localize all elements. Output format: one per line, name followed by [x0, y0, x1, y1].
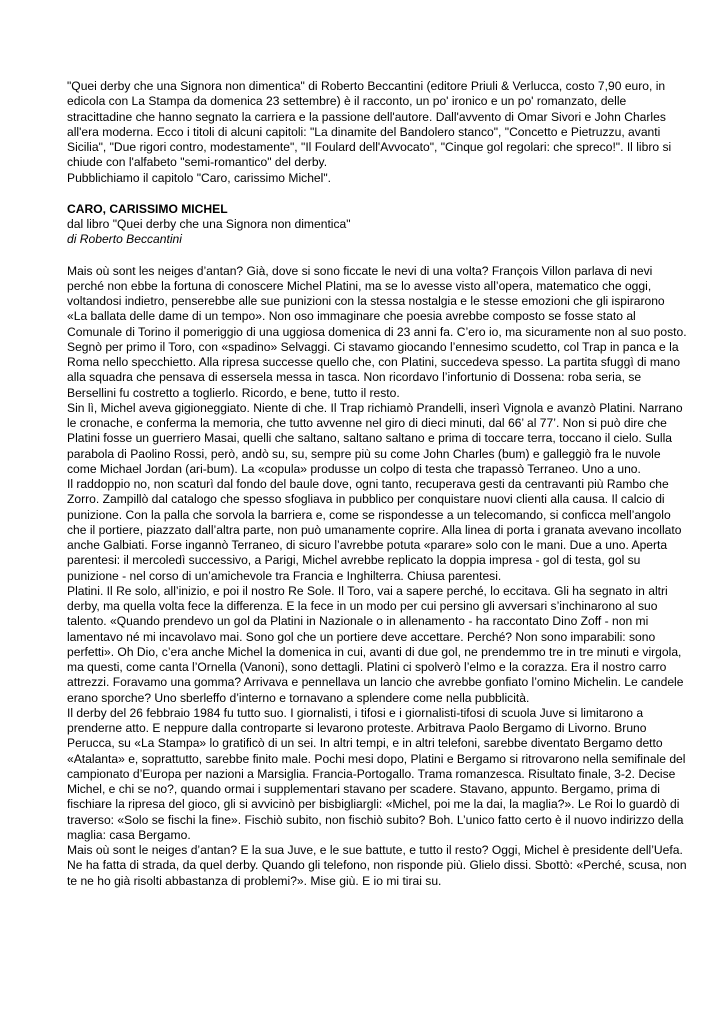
body-paragraph-2: Sin lì, Michel aveva gigioneggiato. Niente di che. Il Trap richiamò Prandelli, inserì Vignola e avanzò Platini. Narrano le cronache, e conferma la memoria, che tutto avvenne nel giro di dieci minuti, dal 66’ al 77’. Non si può dire che Platini fosse un guerriero Masai, quelli che saltano, saltano saltano e prima di toccare terra, toccano il cielo. Sulla parabola di Paolino Rossi, però, andò su, su, sempre più su come John Charles (bum) e galleggiò fra le nuvole come Michael Jordan (ari-bum). La «copula» produsse un colpo di testa che trapassò Terraneo. Uno a uno.: [67, 400, 683, 476]
chapter-source: dal libro "Quei derby che una Signora non dimentica": [67, 217, 351, 231]
spacer: [67, 186, 687, 202]
body-paragraph-6: Mais où sont le neiges d’antan? E la sua Juve, e le sue battute, e tutto il resto? Oggi, Michel è presidente dell’Uefa. Ne ha fatta di strada, da quel derby. Quando gli telefono, non risponde più. Glielo dissi. Sbottò: «Perché, scusa, non te ne ho già risolti abbastanza di problemi?». Mise giù. E io mi tirai su.: [67, 843, 687, 888]
publication-note: Pubblichiamo il capitolo "Caro, carissimo Michel".: [67, 170, 331, 185]
body-paragraph-5: Il derby del 26 febbraio 1984 fu tutto suo. I giornalisti, i tifosi e i giornalisti-tifosi di scuola Juve si limitarono a prenderne atto. E neppure dalla controparte si levarono proteste. Arbitrava Paolo Bergamo di Livorno. Bruno Perucca, su «La Stampa» lo gratificò di un sei. In altri tempi, e in altri telefoni, sarebbe diventato Bergamo detto «Atalanta» e, soprattutto, sarebbe finito male. Pochi mesi dopo, Platini e Bergamo si ritrovarono nella semifinale del campionato d’Europa per nazioni a Marsiglia. Francia-Portogallo. Trama romanzesca. Risultato finale, 3-2. Decise Michel, e chi se no?, quando ormai i supplementari stavano per scadere. Stavano, appunto. Bergamo, prima di fischiare la ripresa del gioco, gli si avvicinò per bisbigliargli: «Michel, poi me la dai, la maglia?». Le Roi lo guardò di traverso: «Solo se fischi la fine». Fischiò subito, non fischiò subito? Boh. L’unico fatto certo è il nuovo indirizzo della maglia: casa Bergamo.: [67, 705, 686, 842]
body-paragraph-4: Platini. Il Re solo, all’inizio, e poi il nostro Re Sole. Il Toro, vai a sapere perché, lo eccitava. Gli ha segnato in altri derby, ma quella volta fece la differenza. E la fece in un modo per cui persino gli avversari s’inchinarono al suo talento. «Quando prendevo un gol da Platini in Nazionale o in allenamento - ha raccontato Dino Zoff - non mi lamentavo né mi incavolavo mai. Sono gol che un portiere deve accettare. Perché? Non sono imparabili: sono perfetti». Oh Dio, c’era anche Michel la domenica in cui, avanti di due gol, ne prendemmo tre in tre minuti e virgola, ma questi, come canta l’Ornella (Vanoni), sono dettagli. Platini ci spolverò l’elmo e la corazza. Era il nostro carro attrezzi. Foravamo una gomma? Arrivava e pennellava un lancio che avrebbe gonfiato l’omino Michelin. Le candele erano sporche? Uno sberleffo d’interno e tornavano a splendere come nella pubblicità.: [67, 583, 684, 705]
body-paragraph-1: Mais où sont les neiges d’antan? Già, dove si sono ficcate le nevi di una volta? François Villon parlava di nevi perché non ebbe la fortuna di conoscere Michel Platini, ma se lo avesse visto all’opera, matematico che oggi, voltandosi indietro, penserebbe alle sue punizioni con la stessa nostalgia e le stesse emozioni che gli ispirarono «La ballata delle dame di un tempo». Non oso immaginare che poesia avrebbe composto se fosse stato al Comunale di Torino il pomeriggio di una uggiosa domenica di 23 anni fa. C’ero io, ma sicuramente non al suo posto. Segnò per primo il Toro, con «spadino» Selvaggi. Ci stavamo giocando l’ennesimo scudetto, col Trap in panca e la Roma nello specchietto. Alla ripresa successe quello che, con Platini, succedeva spesso. La partita sfuggì di mano alla squadra che pensava di essersela messa in tasca. Non ricordavo l’infortunio di Dossena: roba seria, se Bersellini fu costretto a toglierlo. Ricordo, e bene, tutto il resto.: [67, 263, 687, 400]
chapter-title: CARO, CARISSIMO MICHEL: [67, 201, 228, 216]
intro-paragraph: "Quei derby che una Signora non dimentica" di Roberto Beccantini (editore Priuli & Verlucca, costo 7,90 euro, in edicola con La Stampa da domenica 23 settembre) è il racconto, un po' ironico e un po' romanzato, delle stracittadine che hanno segnato la carriera e la passione dell'autore. Dall'avvento di Omar Sivori e John Charles all'era moderna. Ecco i titoli di alcuni capitoli: "La dinamite del Bandolero stanco", "Concetto e Pietruzzu, avanti Sicilia", "Due rigori contro, modestamente", "Il Foulard dell'Avvocato", "Cinque gol regolari: che spreco!". Il libro si chiude con l'alfabeto "semi-romantico" del derby.: [67, 79, 672, 170]
spacer: [67, 248, 687, 264]
document-page: [67, 79, 687, 889]
body-paragraph-3: Il raddoppio no, non scaturì dal fondo del baule dove, ogni tanto, recuperava gesti da centravanti più Rambo che Zorro. Zampillò dal catalogo che spesso sfogliava in pubblico per conquistare nuovi clienti alla causa. Il calcio di punizione. Con la palla che sorvola la barriera e, come se rispondesse a un telecomando, si conficca mell’angolo che il portiere, piazzato dall’altra parte, non può umanamente coprire. Alla linea di porta i granata avevano incollato anche Galbiati. Forse ingannò Terraneo, di sicuro l’avrebbe potuta «parare» solo con le mani. Due a uno. Aperta parentesi: il mercoledì successivo, a Parigi, Michel avrebbe replicato la doppia impresa - gol di testa, gol su punizione - nel corso di un’amichevole tra Francia e Inghilterra. Chiusa parentesi.: [67, 477, 682, 583]
chapter-author: di Roberto Beccantini: [67, 232, 182, 247]
